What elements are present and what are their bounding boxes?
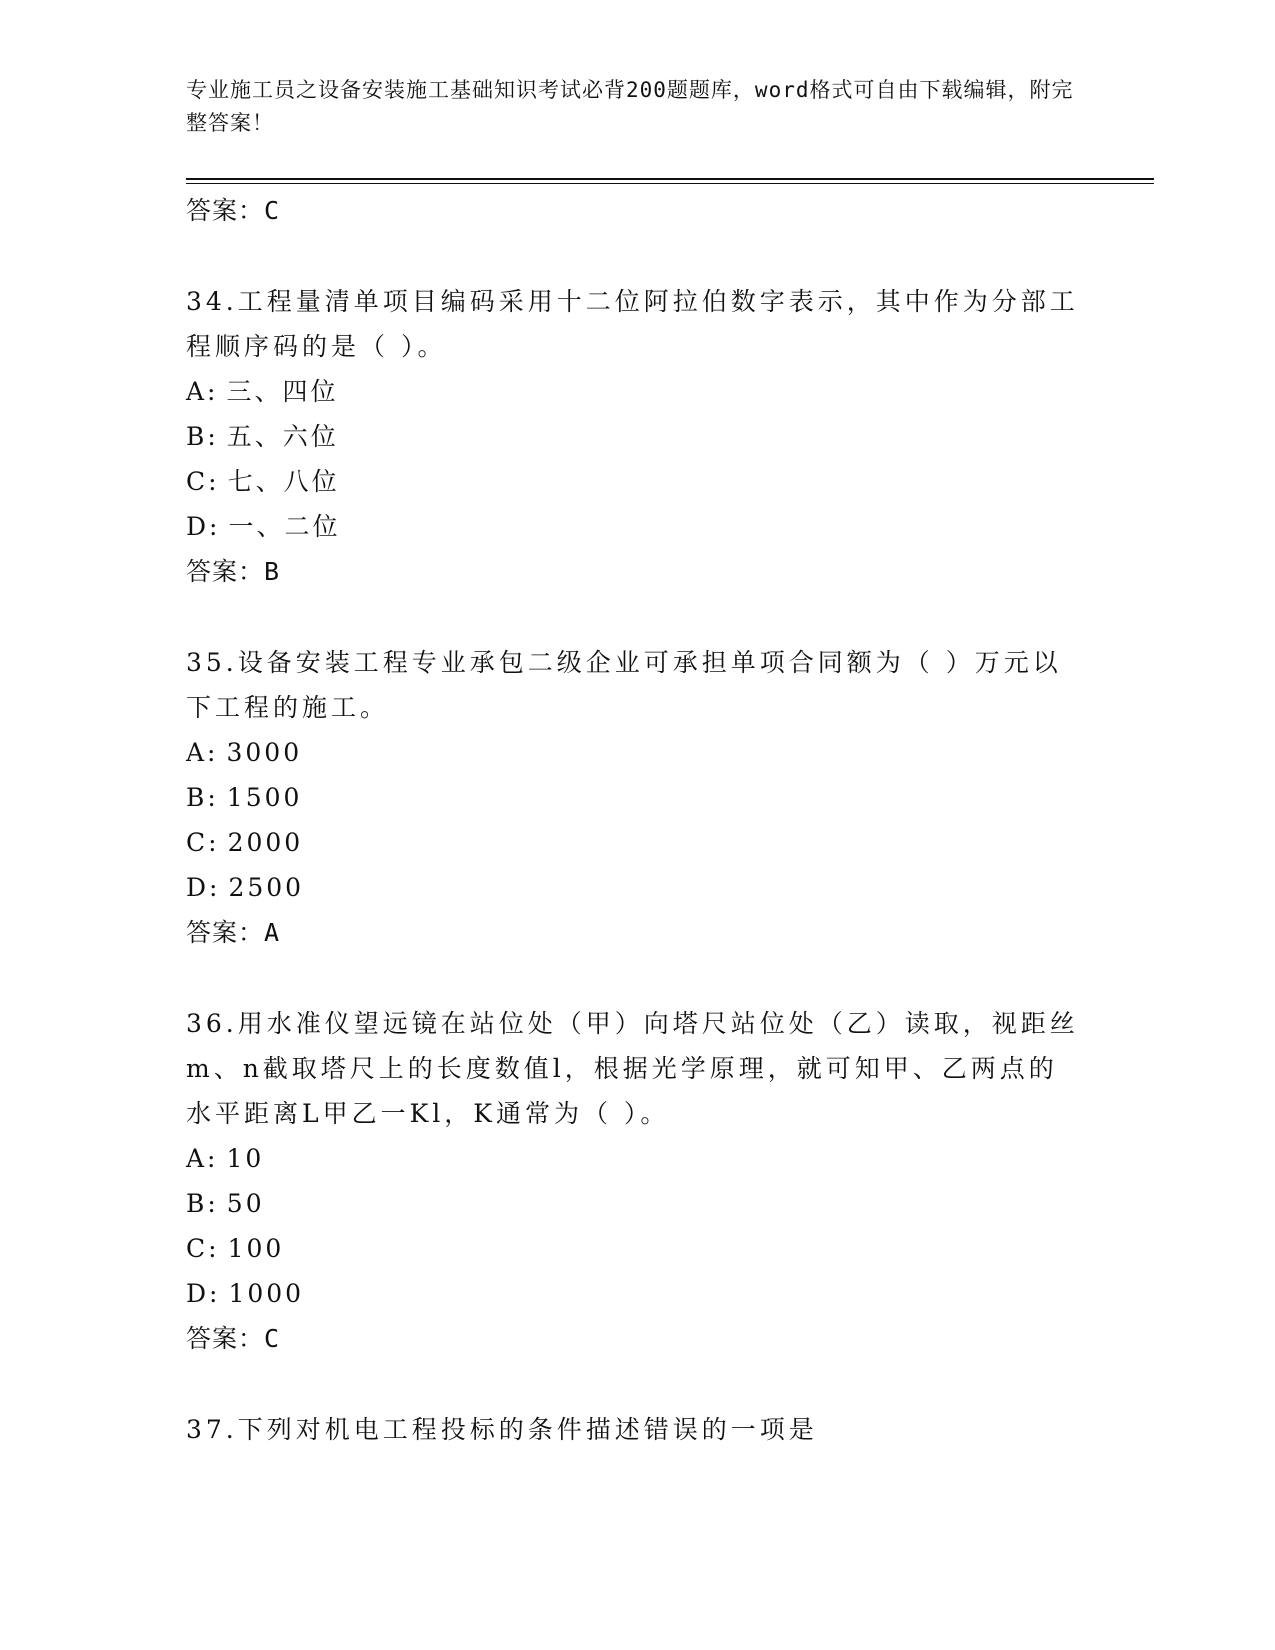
- option-d: [186, 1271, 1086, 1316]
- answer-value: C: [264, 196, 281, 225]
- option-text: 一、二位: [228, 512, 341, 541]
- option-a: [186, 730, 1086, 775]
- option-text: 1000: [228, 1279, 305, 1308]
- header-divider-thick: [186, 178, 1154, 180]
- answer-label: 答案：: [186, 918, 265, 947]
- question-text: 35.设备安装工程专业承包二级企业可承担单项合同额为（ ）万元以下工程的施工。: [186, 648, 1062, 722]
- answer-line: [186, 549, 1086, 594]
- option-letter: B:: [186, 783, 219, 812]
- question-item: [186, 640, 1086, 955]
- answer-value: B: [264, 557, 281, 586]
- option-b: [186, 1181, 1086, 1226]
- option-c: [186, 1226, 1086, 1271]
- option-text: 2000: [227, 828, 304, 857]
- option-text: 三、四位: [226, 377, 339, 406]
- option-b: [186, 775, 1086, 820]
- option-d: [186, 865, 1086, 910]
- question-text: 36.用水准仪望远镜在站位处（甲）向塔尺站位处（乙）读取，视距丝m、n截取塔尺上的长度数值l，根据光学原理，就可知甲、乙两点的水平距离L甲乙一Kl，K通常为（ ）。: [186, 1009, 1079, 1128]
- option-letter: A:: [186, 738, 219, 767]
- question-text: 37.下列对机电工程投标的条件描述错误的一项是: [186, 1415, 818, 1444]
- option-text: 七、八位: [227, 467, 340, 496]
- option-text: 五、六位: [226, 422, 339, 451]
- answer-value: C: [264, 1324, 281, 1353]
- option-letter: C:: [186, 467, 220, 496]
- option-letter: B:: [186, 422, 219, 451]
- option-d: [186, 504, 1086, 549]
- option-letter: D:: [186, 512, 221, 541]
- option-c: [186, 459, 1086, 504]
- option-text: 3000: [226, 738, 303, 767]
- answer-label: 答案：: [186, 557, 265, 586]
- answer-line: [186, 910, 1086, 955]
- option-letter: A:: [186, 1144, 219, 1173]
- header-divider-thin: [186, 183, 1154, 184]
- question-item: [186, 1407, 1086, 1452]
- option-a: [186, 1136, 1086, 1181]
- option-letter: B:: [186, 1189, 219, 1218]
- option-letter: D:: [186, 1279, 221, 1308]
- answer-line: [186, 1316, 1086, 1361]
- option-a: [186, 369, 1086, 414]
- option-c: [186, 820, 1086, 865]
- option-letter: C:: [186, 828, 220, 857]
- option-letter: A:: [186, 377, 219, 406]
- option-letter: C:: [186, 1234, 220, 1263]
- answer-label: 答案：: [186, 196, 265, 225]
- option-letter: D:: [186, 873, 221, 902]
- answer-value: A: [264, 918, 281, 947]
- option-text: 10: [226, 1144, 265, 1173]
- option-text: 1500: [226, 783, 303, 812]
- document-header: [186, 74, 1076, 140]
- question-item: [186, 1001, 1086, 1361]
- answer-label: 答案：: [186, 1324, 265, 1353]
- question-list: [186, 188, 1086, 1452]
- option-b: [186, 414, 1086, 459]
- option-text: 2500: [228, 873, 305, 902]
- option-text: 50: [226, 1189, 265, 1218]
- question-text: 34.工程量清单项目编码采用十二位阿拉伯数字表示，其中作为分部工程顺序码的是（ ）。: [186, 287, 1079, 361]
- answer-line: [186, 188, 1086, 233]
- question-item: [186, 279, 1086, 594]
- header-title: 专业施工员之设备安装施工基础知识考试必背200题题库，word格式可自由下载编辑，附完整答案！: [186, 78, 1074, 135]
- option-text: 100: [227, 1234, 285, 1263]
